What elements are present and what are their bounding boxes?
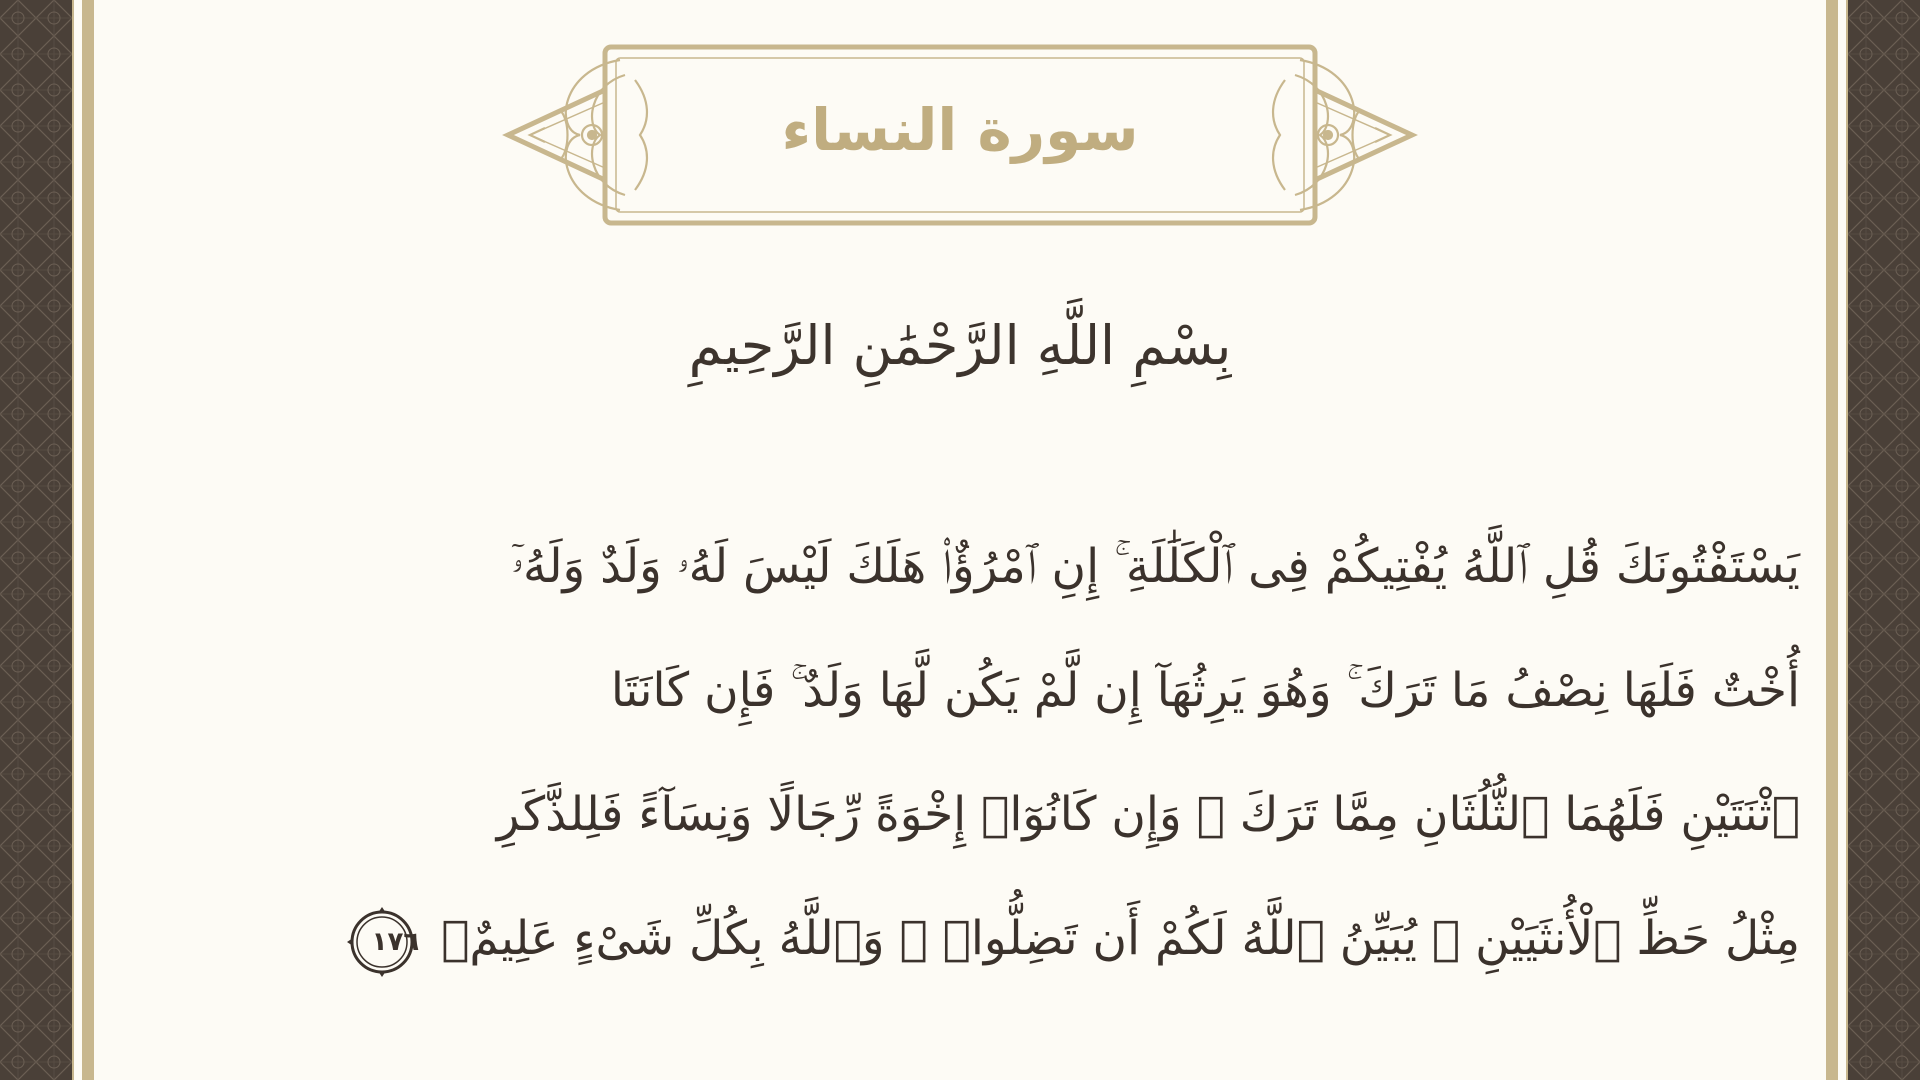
- right-thin-rule: [1846, 0, 1848, 1080]
- ayah-number: ١٧٦: [371, 926, 420, 957]
- right-border-pattern: [1848, 0, 1920, 1080]
- surah-header-frame: [500, 40, 1420, 230]
- right-gold-rule: [1826, 0, 1838, 1080]
- verse-text: [280, 505, 1800, 1001]
- verse-line-4-container: [280, 877, 1800, 1001]
- verse-line-1: يَسْتَفْتُونَكَ قُلِ ٱللَّهُ يُفْتِيكُمْ فِى ٱلْكَلَٰلَةِ ۚ إِنِ ٱمْرُؤٌا۟ هَلَكَ لَيْسَ لَهُۥ وَلَدٌ وَلَهُۥٓ: [511, 539, 1800, 594]
- verse-line-2: أُخْتٌ فَلَهَا نِصْفُ مَا تَرَكَ ۚ وَهُوَ يَرِثُهَآ إِن لَّمْ يَكُن لَّهَا وَلَدٌ ۚ فَإِن كَانَتَا: [610, 663, 1800, 718]
- basmala-calligraphy: بِسْمِ اللَّهِ الرَّحْمَٰنِ الرَّحِيمِ: [688, 313, 1232, 377]
- ayah-end-marker: [345, 905, 419, 979]
- surah-title: سورة النساء: [781, 96, 1139, 164]
- left-thin-rule: [72, 0, 74, 1080]
- verse-line-3: ٱثْنَتَيْنِ فَلَهُمَا ٱلثُّلُثَانِ مِمَّا تَرَكَ ۚ وَإِن كَانُوٓا۟ إِخْوَةً رِّجَالًا وَنِسَآءً فَلِلذَّكَرِ: [496, 787, 1800, 842]
- left-gold-rule: [82, 0, 94, 1080]
- verse-line-4: مِثْلُ حَظِّ ٱلْأُنثَيَيْنِ ۗ يُبَيِّنُ ٱللَّهُ لَكُمْ أَن تَضِلُّوا۟ ۗ وَٱللَّهُ بِكُلِّ شَىْءٍ عَلِيمٌۢ: [441, 911, 1800, 966]
- left-border-pattern: [0, 0, 72, 1080]
